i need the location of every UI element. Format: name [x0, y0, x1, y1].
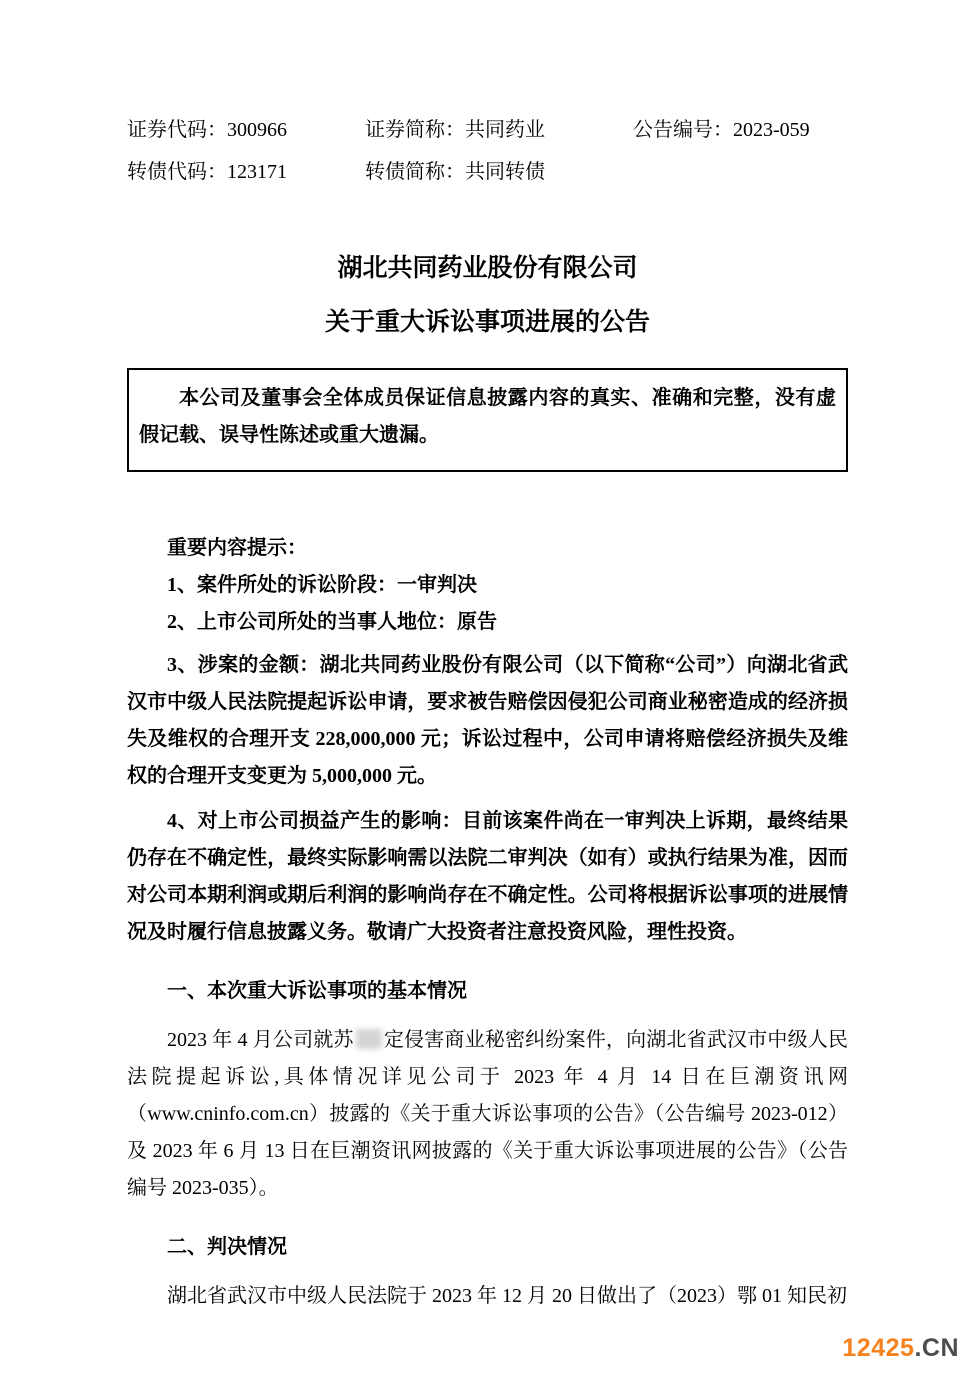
- important-hint-heading: 重要内容提示：: [167, 537, 307, 559]
- stock-name: 证券简称：共同药业: [365, 119, 545, 141]
- watermark-number: 12425: [842, 1334, 915, 1362]
- section1-heading: 一、本次重大诉讼事项的基本情况: [167, 980, 467, 1002]
- section1-text-start: 2023 年 4 月公司就苏: [167, 1029, 354, 1051]
- section2-heading: 二、判决情况: [167, 1236, 287, 1258]
- header-spacer: [633, 160, 848, 184]
- hint-item-2: 2、上市公司所处的当事人地位：原告: [167, 611, 497, 633]
- hint-item-1: 1、案件所处的诉讼阶段：一审判决: [167, 574, 477, 596]
- announcement-title: 关于重大诉讼事项进展的公告: [324, 309, 650, 336]
- hint-item-3: 3、涉案的金额：湖北共同药业股份有限公司（以下简称“公司”）向湖北省武汉市中级人民法院提起诉讼申请，要求被告赔偿因侵犯公司商业秘密造成的经济损失及维权的合理开支 228,000,000 元；诉讼过程中，公司申请将赔偿经济损失及维权的合理开支变更为 5,000,000 元。: [127, 654, 848, 787]
- header-row-2: [127, 160, 848, 184]
- bond-name: 转债简称：共同转债: [365, 161, 545, 183]
- section1-paragraph: [127, 1022, 848, 1207]
- section1-text-rest: 定侵害商业秘密纠纷案件，向湖北省武汉市中级人民法院提起诉讼,具体情况详见公司于 2023 年 4 月 14 日在巨潮资讯网（www.cninfo.com.cn）披露的《关于重大诉讼事项的公告》（公告编号 2023-012）及 2023 年 6 月 13 日在巨潮资讯网披露的《关于重大诉讼事项进展的公告》（公告编号 2023-035）。: [127, 1029, 848, 1199]
- section2-paragraph: 湖北省武汉市中级人民法院于 2023 年 12 月 20 日做出了（2023）鄂 01 知民初: [167, 1285, 847, 1307]
- header-row-1: [127, 118, 848, 142]
- site-watermark: [842, 1334, 959, 1363]
- document-header: [127, 118, 848, 184]
- announcement-number: 公告编号：2023-059: [633, 119, 810, 141]
- bond-code: 转债代码：123171: [127, 161, 287, 183]
- redaction-blur: [356, 1029, 382, 1049]
- stock-code: 证券代码：300966: [127, 119, 287, 141]
- company-title: 湖北共同药业股份有限公司: [337, 255, 638, 282]
- disclaimer-box: 本公司及董事会全体成员保证信息披露内容的真实、准确和完整，没有虚假记载、误导性陈述或重大遗漏。: [127, 368, 848, 472]
- watermark-suffix: .CN: [914, 1334, 959, 1362]
- hint-item-4: 4、对上市公司损益产生的影响：目前该案件尚在一审判决上诉期，最终结果仍存在不确定性，最终实际影响需以法院二审判决（如有）或执行结果为准，因而对公司本期利润或期后利润的影响尚存在不确定性。公司将根据诉讼事项的进展情况及时履行信息披露义务。敬请广大投资者注意投资风险，理性投资。: [127, 810, 848, 943]
